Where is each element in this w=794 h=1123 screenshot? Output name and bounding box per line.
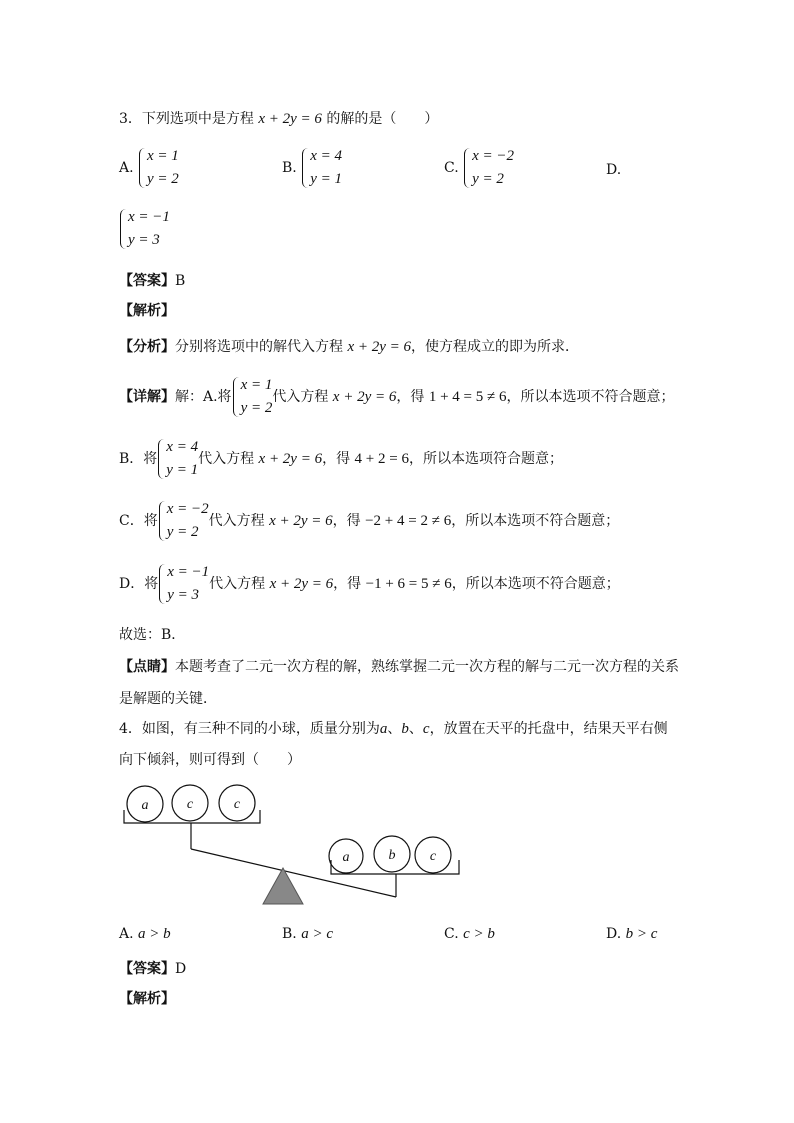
q3-option-a: A. x = 1 y = 2: [119, 145, 179, 191]
q3-analysis-tag: 【解析】: [119, 303, 175, 319]
q3-option-b: B. x = 4 y = 1: [282, 145, 342, 191]
q3-detail-b: B．将 x = 4 y = 1 代入方程 x + 2y = 6，得 4 + 2 = 6，所以本选项符合题意；: [119, 436, 563, 482]
q3-option-c: C. x = −2 y = 2: [444, 145, 514, 191]
q4-option-a: A. a > b: [119, 926, 171, 942]
q3-detail-a: 【详解】解：A.将 x = 1 y = 2 代入方程 x + 2y = 6，得 1 + 4 = 5 ≠ 6，所以本选项不符合题意；: [119, 374, 674, 420]
q4-option-b: B. a > c: [282, 926, 333, 942]
equation: x + 2y = 6: [258, 111, 322, 127]
equation-system: x = −2 y = 2: [463, 145, 514, 191]
q3-detail-d: D．将 x = −1 y = 3 代入方程 x + 2y = 6，得 −1 + 6 = 5 ≠ 6，所以本选项不符合题意；: [119, 561, 620, 607]
q4-stem: 4．如图，有三种不同的小球，质量分别为a、b、c，放置在天平的托盘中，结果天平右侧: [119, 721, 668, 737]
q4-stem-cont: 向下倾斜，则可得到（ ）: [119, 752, 301, 768]
q3-fenxi: 【分析】分别将选项中的解代入方程 x + 2y = 6，使方程成立的即为所求．: [119, 339, 580, 355]
q4-option-d: D. b > c: [606, 926, 658, 942]
ball-label: c: [186, 797, 194, 812]
ball-label: a: [342, 850, 350, 865]
q3-answer: 【答案】B: [119, 273, 186, 289]
q3-option-d-letter: D.: [606, 162, 622, 178]
q3-dianjing: 【点睛】本题考查了二元一次方程的解，熟练掌握二元一次方程的解与二元一次方程的关系: [119, 659, 679, 675]
q3-detail-c: C．将 x = −2 y = 2 代入方程 x + 2y = 6，得 −2 + 4 = 2 ≠ 6，所以本选项不符合题意；: [119, 498, 619, 544]
equation-system: x = 1 y = 2: [138, 145, 179, 191]
equation-system: x = 4 y = 1: [301, 145, 342, 191]
ball-label: c: [233, 797, 241, 812]
ball-label: c: [429, 849, 437, 864]
q4-option-c: C. c > b: [444, 926, 495, 942]
ball-label: b: [388, 848, 396, 863]
ball-label: a: [141, 798, 149, 813]
q3-choose: 故选：B．: [119, 627, 186, 643]
q4-analysis-tag: 【解析】: [119, 991, 175, 1007]
q3-stem: 3．下列选项中是方程 x + 2y = 6 的解的是（ ）: [119, 111, 439, 127]
equation-system: x = −1 y = 3: [119, 206, 170, 252]
q4-answer: 【答案】D: [119, 961, 187, 977]
q3-dianjing-cont: 是解题的关键．: [119, 691, 217, 707]
